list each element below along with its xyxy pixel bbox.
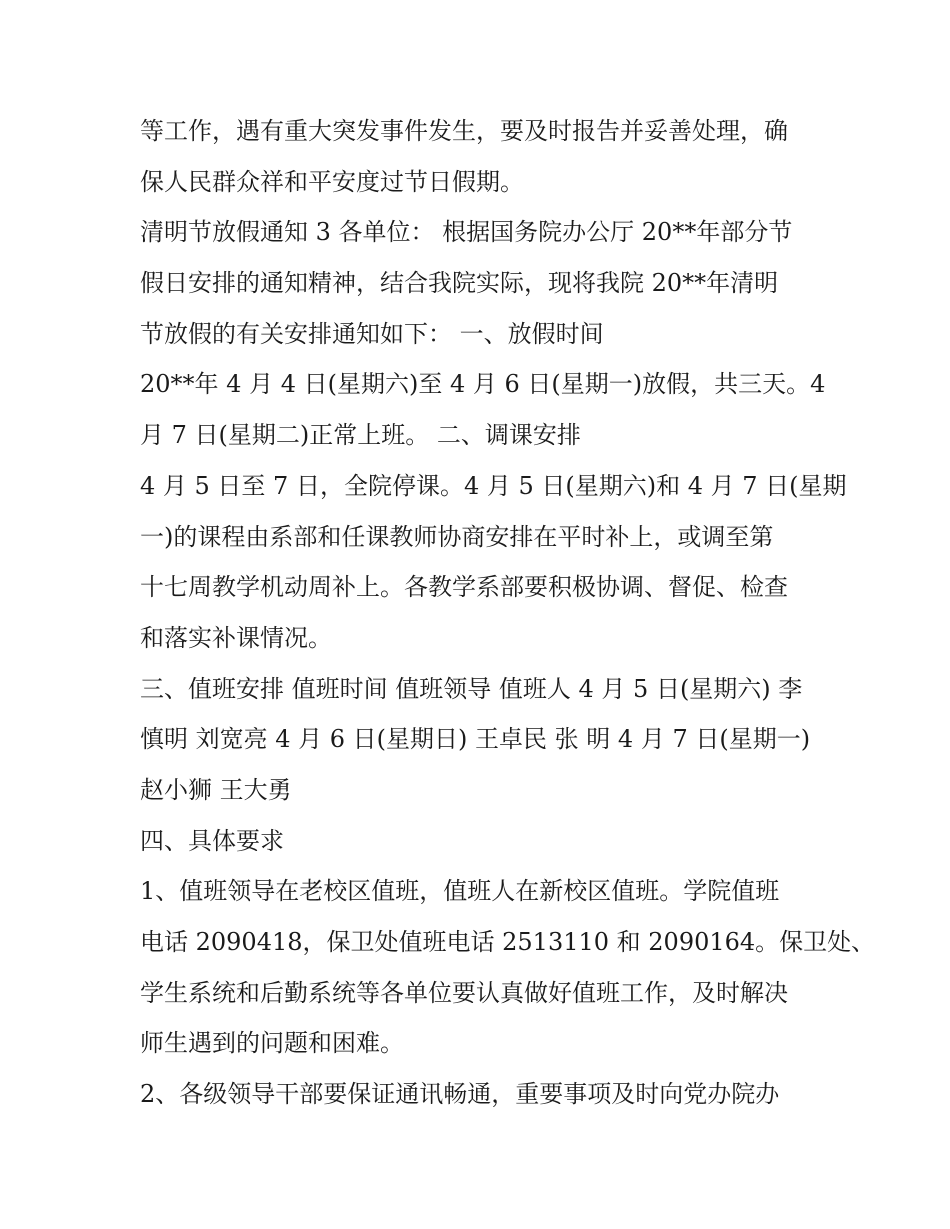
text-line: 保人民群众祥和平安度过节日假期。 (140, 167, 524, 196)
text-line: 师生遇到的问题和困难。 (140, 1029, 404, 1058)
text-line: 20**年 4 月 4 日(星期六)至 4 月 6 日(星期一)放假，共三天。4 (140, 370, 826, 399)
text-line: 节放假的有关安排通知如下： 一、放假时间 (140, 319, 604, 348)
text-line: 和落实补课情况。 (140, 623, 332, 652)
text-line: 电话 2090418，保卫处值班电话 2513110 和 2090164。保卫处、 (140, 928, 876, 956)
text-line: 假日安排的通知精神，结合我院实际，现将我院 20**年清明 (140, 269, 779, 298)
text-line: 清明节放假通知 3 各单位： 根据国务院办公厅 20**年部分节 (140, 218, 793, 247)
document-body (140, 106, 876, 1120)
text-line: 1、值班领导在老校区值班，值班人在新校区值班。学院值班 (140, 877, 780, 906)
text-line: 4 月 5 日至 7 日，全院停课。4 月 5 日(星期六)和 4 月 7 日(星期 (140, 471, 847, 500)
text-line: 赵小狮 王大勇 (140, 775, 292, 804)
text-line: 一)的课程由系部和任课教师协商安排在平时补上，或调至第 (140, 522, 774, 551)
text-line: 学生系统和后勤系统等各单位要认真做好值班工作，及时解决 (140, 978, 788, 1007)
section-heading: 四、具体要求 (140, 826, 284, 855)
text-line: 三、值班安排 值班时间 值班领导 值班人 4 月 5 日(星期六) 李 (140, 674, 803, 703)
text-line: 2、各级领导干部要保证通讯畅通，重要事项及时向党办院办 (140, 1080, 780, 1109)
text-line: 慎明 刘宽亮 4 月 6 日(星期日) 王卓民 张 明 4 月 7 日(星期一) (140, 725, 811, 754)
text-line: 等工作，遇有重大突发事件发生，要及时报告并妥善处理，确 (140, 117, 788, 145)
text-line: 十七周教学机动周补上。各教学系部要积极协调、督促、检查 (140, 573, 788, 602)
text-line: 月 7 日(星期二)正常上班。 二、调课安排 (140, 421, 581, 450)
